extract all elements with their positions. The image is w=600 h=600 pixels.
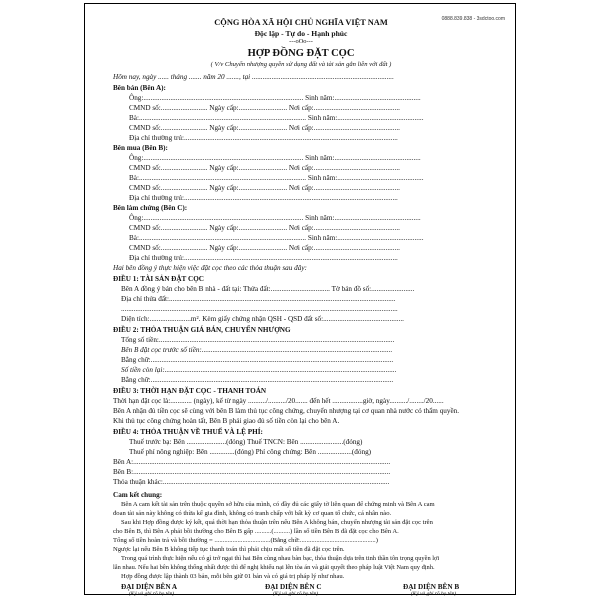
form-line: CMND số:.......................... Ngày cấp:........................... Nơi cấp:................................................ <box>129 124 400 132</box>
contract-page <box>84 3 516 595</box>
commitment-text: Sau khi Hợp đồng được ký kết, quá thời hạn thỏa thuận trên nếu Bên A không bán, chuyển nhượng tài sản đặt cọc trên <box>121 519 433 526</box>
commitment-text: Hợp đồng được lập thành 03 bản, mỗi bên giữ 01 bản và có giá trị pháp lý như nhau. <box>121 573 345 580</box>
form-line: Địa chỉ thường trú:....................................................................................................................... <box>129 194 398 202</box>
form-line: Ông:......................................................................................... Sinh năm:................................................ <box>129 154 421 162</box>
form-line: Ông:......................................................................................... Sinh năm:................................................ <box>129 214 421 222</box>
contract-title: HỢP ĐỒNG ĐẶT CỌC <box>247 48 355 59</box>
commitment-text: lẫn nhau. Nếu hai bên không thống nhất được thì để nghị khiếu nại lên tòa án và giải quyết theo pháp luật Việt Nam quy định. <box>113 564 435 571</box>
article-1-heading: ĐIỀU 1: TÀI SẢN ĐẶT CỌC <box>113 275 204 283</box>
form-line: Bên A:............................................................................................................................................... <box>113 458 391 466</box>
form-line: .......................................................................................................................................................... <box>121 305 398 313</box>
form-line: CMND số:.......................... Ngày cấp:........................... Nơi cấp:................................................ <box>129 104 400 112</box>
commitment-text: Ngược lại nếu Bên B không tiếp tục thanh toán thì phải chịu mất số tiền đã đặt cọc trên. <box>113 546 345 553</box>
article-3-heading: ĐIỀU 3: THỜI HẠN ĐẶT CỌC - THANH TOÁN <box>113 387 267 395</box>
form-line: Địa chỉ thường trú:....................................................................................................................... <box>129 254 398 262</box>
form-line: Bà:............................................................................................. Sinh năm:................................................ <box>129 174 424 182</box>
form-line: Số tiền còn lại:................................................................................................................................. <box>121 366 397 374</box>
form-line: Ông:......................................................................................... Sinh năm:................................................ <box>129 94 421 102</box>
divider: ---oOo--- <box>289 38 313 45</box>
form-line: Bên A đồng ý bán cho bên B nhà - đất tại: Thửa đất:................................. Tờ bản đồ số:........................ <box>121 285 415 293</box>
article-2-heading: ĐIỀU 2: THỎA THUẬN GIÁ BÁN, CHUYỂN NHƯỢNG <box>113 326 291 334</box>
form-line: Bên B đặt cọc trước số tiền:.......................................................................................................... <box>121 346 393 354</box>
article-4-heading: ĐIỀU 4: THỎA THUẬN VỀ THUẾ VÀ LỆ PHÍ: <box>113 428 263 436</box>
form-line: CMND số:.......................... Ngày cấp:........................... Nơi cấp:................................................ <box>129 244 400 252</box>
party-b-heading: Bên mua (Bên B): <box>113 144 168 152</box>
party-c-heading: Bên làm chứng (Bên C): <box>113 204 188 212</box>
form-line: Diện tích:.......................m². Kèm giấy chứng nhận QSH - QSD đất số:............................................. <box>121 315 404 323</box>
form-line: Bằng chữ:....................................................................................................................................... <box>121 356 394 364</box>
signature-party-a <box>121 583 177 591</box>
form-line: Thuế trước bạ: Bên ......................(đóng) Thuế TNCN: Bên ........................(đóng) <box>129 438 363 446</box>
agreement-intro: Hai bên đồng ý thực hiện việc đặt cọc theo các thỏa thuận sau đây: <box>113 264 307 272</box>
form-line: CMND số:.......................... Ngày cấp:........................... Nơi cấp:................................................ <box>129 164 400 172</box>
national-title: CỘNG HÒA XÃ HỘI CHỦ NGHĨA VIỆT NAM <box>214 18 388 27</box>
signature-party-b <box>403 583 459 591</box>
form-line: Bên B:............................................................................................................................................... <box>113 468 391 476</box>
commitment-text: Bên A cam kết tài sản trên thuộc quyền sở hữu của mình, có đầy đủ các giấy tờ liên quan để chứng minh và Bên A cam <box>121 501 435 508</box>
form-line: Thỏa thuận khác:.............................................................................................................................. <box>113 478 390 486</box>
form-line: Bà:............................................................................................. Sinh năm:................................................ <box>129 234 424 242</box>
signature-b-title: ĐẠI DIỆN BÊN B <box>403 583 460 591</box>
form-line: Địa chỉ thửa đất:.............................................................................................................................. <box>121 295 396 303</box>
form-line: Thời hạn đặt cọc là:............ (ngày), kể từ ngày ........../........../20....... đến hết .................giờ, ngày........../......../20...... <box>113 397 444 405</box>
motto: Độc lập - Tự do - Hạnh phúc <box>254 29 348 38</box>
form-line: Khi thủ tục công chứng hoàn tất, Bên B phải giao đủ số tiền còn lại cho bên A. <box>113 417 340 425</box>
contract-subtitle: ( V/v Chuyển nhượng quyền sử dụng đất và tài sản gắn liền với đất ) <box>210 61 392 68</box>
signature-a-note: (Ký và ghi rõ họ tên) <box>129 591 175 597</box>
commitment-text: cho Bên B, thì Bên A phải bồi thường cho Bên B gấp ..........(..........) lần số tiền Bên B đã đặt cọc cho Bên A. <box>113 528 399 535</box>
commitment-text: Trong quá trình thực hiện nếu có gì trở ngại thì hai Bên cùng nhau bàn bạc, thỏa thuận dựa trên tinh thần tôn trọng quyền lợi <box>121 555 440 562</box>
signature-c-title: ĐẠI DIỆN BÊN C <box>265 583 322 591</box>
signature-c-note: (Ký và ghi rõ họ tên) <box>273 591 319 597</box>
form-line: Bằng chữ:....................................................................................................................................... <box>121 376 394 384</box>
commitment-text: Tổng số tiền hoàn trả và bồi thường = ..................................(Bằng chữ:..............................................) <box>113 537 378 544</box>
signature-b-note: (Ký và ghi rõ họ tên) <box>411 591 457 597</box>
signature-party-c <box>265 583 322 591</box>
form-line: CMND số:.......................... Ngày cấp:........................... Nơi cấp:................................................ <box>129 224 400 232</box>
form-line: Bên A nhận đủ tiền cọc sẽ cùng với bên B làm thủ tục công chứng, chuyển nhượng tại cơ quan nhà nước có thẩm quyền. <box>113 407 460 415</box>
corner-note: 0888.839.838 - 3sdctoo.com <box>441 16 505 22</box>
form-line: Thuế phí nông nghiệp: Bên ..............(đóng) Phí công chứng: Bên ...................(đóng) <box>129 448 372 456</box>
commitment-heading: Cam kết chung: <box>113 491 163 499</box>
signature-a-title: ĐẠI DIỆN BÊN A <box>121 583 178 591</box>
commitment-text: đoan tài sản này không có thừa kế gia đình, không có tranh chấp với bất kỳ cơ quan tổ chức, cá nhân nào. <box>113 510 392 517</box>
form-line: Tổng số tiền:................................................................................................................................... <box>121 336 395 344</box>
form-line: Địa chỉ thường trú:....................................................................................................................... <box>129 134 398 142</box>
form-line: Bà:............................................................................................. Sinh năm:................................................ <box>129 114 424 122</box>
party-a-heading: Bên bán (Bên A): <box>113 84 166 92</box>
form-line: CMND số:.......................... Ngày cấp:........................... Nơi cấp:................................................ <box>129 184 400 192</box>
intro-line: Hôm nay, ngày ...... tháng ....... năm 20 ......., tại ............................................................................... <box>113 73 394 81</box>
